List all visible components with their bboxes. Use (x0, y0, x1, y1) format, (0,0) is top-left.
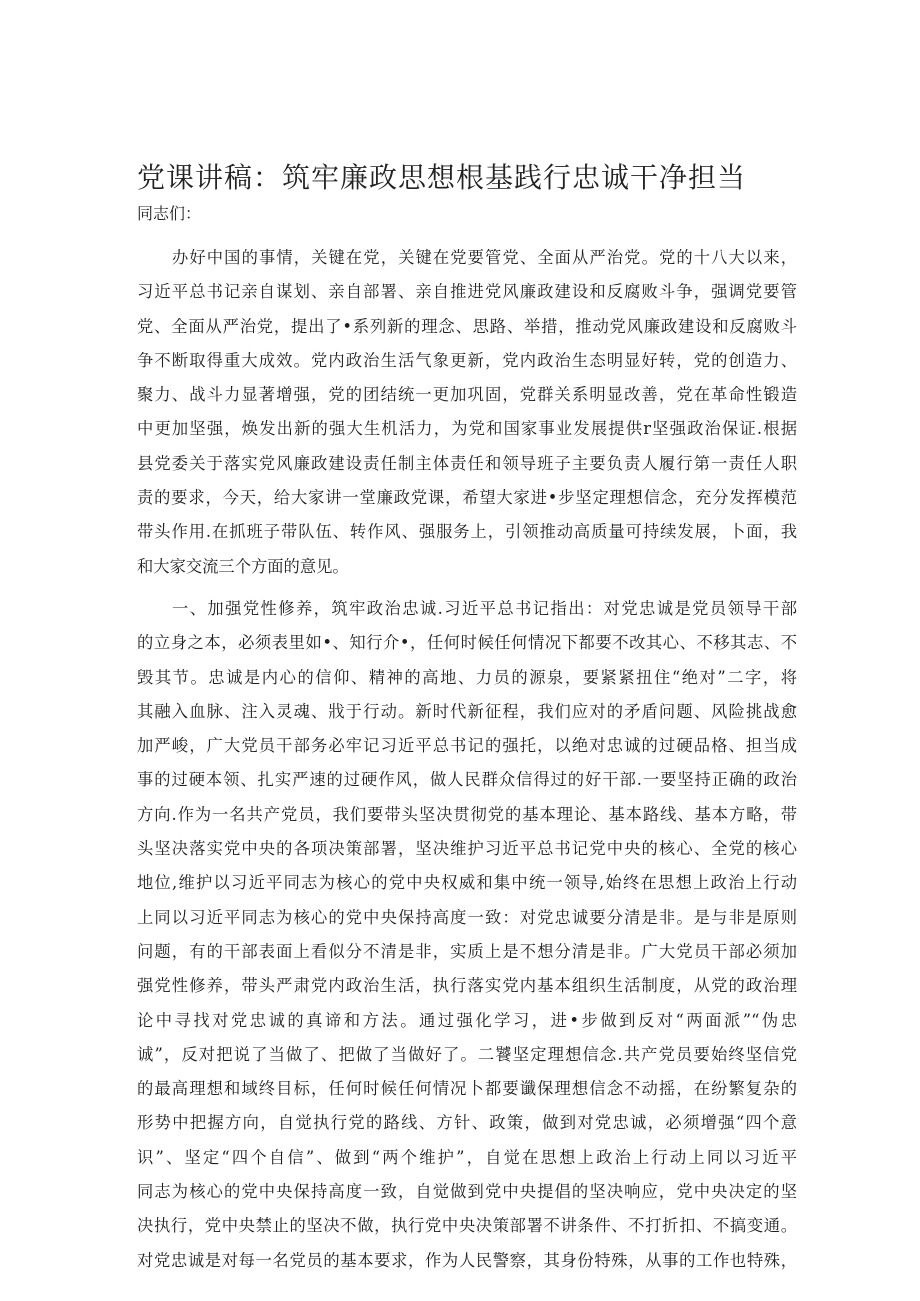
text-line: 决执行，党中央禁止的坚决不做，执行党中央决策部署不讲条件、不打折扣、不搞变通。 (137, 1216, 797, 1236)
text-line: 带头作用.在抓班子带队伍、转作风、强服务上，引领推动高质量可持续发展，卜面，我 (137, 522, 797, 542)
paragraph-gap (137, 584, 797, 592)
text-line: 办好中国的事情，关键在党，关键在党要管党、全面从严治党。党的十八大以来， (172, 248, 797, 267)
text-line: 同志为核心的党中央保持高度一致，自觉做到党中央提倡的坚决响应，党中央决定的坚 (137, 1182, 797, 1202)
text-line: 诚”，反对把说了当做了、把做了当做好了。二饕坚定理想信念.共产党员要始终坚信党 (137, 1044, 797, 1064)
text-line: 习近平总书记亲自谋划、亲自部署、亲自推进党风廉政建设和反腐败斗争，强调党要管 (137, 282, 797, 302)
text-line: 聚力、战斗力显著增强，党的团结统一更加巩固，党群关系明显改善，党在革命性锻造 (137, 385, 797, 405)
text-line: 党、全面从严治党，提出了•系列新的理念、思路、举措，推动党风廉政建设和反腐败斗 (137, 316, 797, 336)
text-line: 上同以习近平同志为核心的党中央保持高度一致：对党忠诚要分清是非。是与非是原则 (137, 907, 797, 927)
text-line: 一、加强党性修养，筑牢政治忠诚.习近平总书记指出：对党忠诚是党员领导干部 (172, 598, 797, 618)
salutation: 同志们： (137, 204, 202, 223)
text-line: 加严峻，广大党员干部务必牢记习近平总书记的强托，以绝对忠诚的过硬品格、担当成 (137, 736, 797, 756)
document-title: 党课讲稿：筑牢廉政思想根基践行忠诚干净担当 (137, 160, 747, 194)
text-line: 其融入血脉、注入灵魂、戕于行动。新时代新征程，我们应对的矛盾问题、风险挑战愈 (137, 701, 797, 721)
paragraph-intro (137, 241, 797, 584)
text-line: 争不断取得重大成效。党内政治生活气象更新，党内政治生态明显好转，党的创造力、 (137, 350, 797, 370)
text-line: 的立身之本，必须表里如•、知行介•，任何时候任何情况下都要不改其心、不移其志、不 (137, 633, 797, 653)
text-line: 强党性修养，带头严肃党内政治生活，执行落实党内基本组织生活制度，从党的政治理 (137, 976, 797, 996)
text-line: 头坚决落实党中央的各项决策部署，坚决维护习近平总书记党中央的核心、全党的核心 (137, 839, 797, 859)
text-line: 地位,维护以习近平同志为核心的党中央权威和集中统一领导,始终在思想上政治上行动 (137, 873, 797, 893)
paragraph-section-one (137, 592, 797, 1278)
text-line: 事的过硬本领、扎实严速的过硬作风，做人民群众信得过的好干部.一要坚持正确的政治 (137, 770, 797, 790)
text-line: 和大家交流三个方面的意见。 (137, 556, 349, 576)
text-line: 县党委关于落实党风廉政建设责任制主体责任和领导班子主要负责人履行第一责任人职 (137, 453, 797, 473)
text-line: 形势中把握方向，自觉执行党的路线、方针、政策，做到对党忠诚，必须增强“四个意 (137, 1113, 797, 1133)
text-line: 论中寻找对党忠诚的真谛和方法。通过强化学习，进•步做到反对“两面派”“伪忠 (137, 1010, 797, 1030)
text-line: 方向.作为一名共产党员，我们要带头坚决贯彻党的基本理论、基本路线、基本方略，带 (137, 804, 797, 824)
document-body (137, 241, 797, 1278)
text-line: 识”、坚定“四个自信”、做到“两个维护”，自觉在思想上政治上行动上同以习近平 (137, 1147, 797, 1167)
text-line: 的最高理想和域终目标，任何时候任何情况卜都要谶保理想信念不动摇，在纷繁复杂的 (137, 1079, 797, 1099)
text-line: 责的要求，今天，给大家讲一堂廉政党课，希望大家进•步坚定理想信念，充分发挥模范 (137, 488, 797, 508)
text-line: 中更加坚强，焕发出新的强大生机活力，为党和国家事业发展提供r坚强政治保证.根据 (137, 419, 797, 439)
text-line: 对党忠诚是对每一名党员的基本要求，作为人民警察，其身份特殊，从事的工作也特殊， (137, 1250, 797, 1270)
text-line: 毁其节。忠诚是内心的信仰、精神的高地、力员的源泉，要紧紧扭住“绝对”二字，将 (137, 667, 797, 687)
text-line: 问题，有的干部表面上看似分不清是非，实质上是不想分清是非。广大党员干部必须加 (137, 941, 797, 961)
